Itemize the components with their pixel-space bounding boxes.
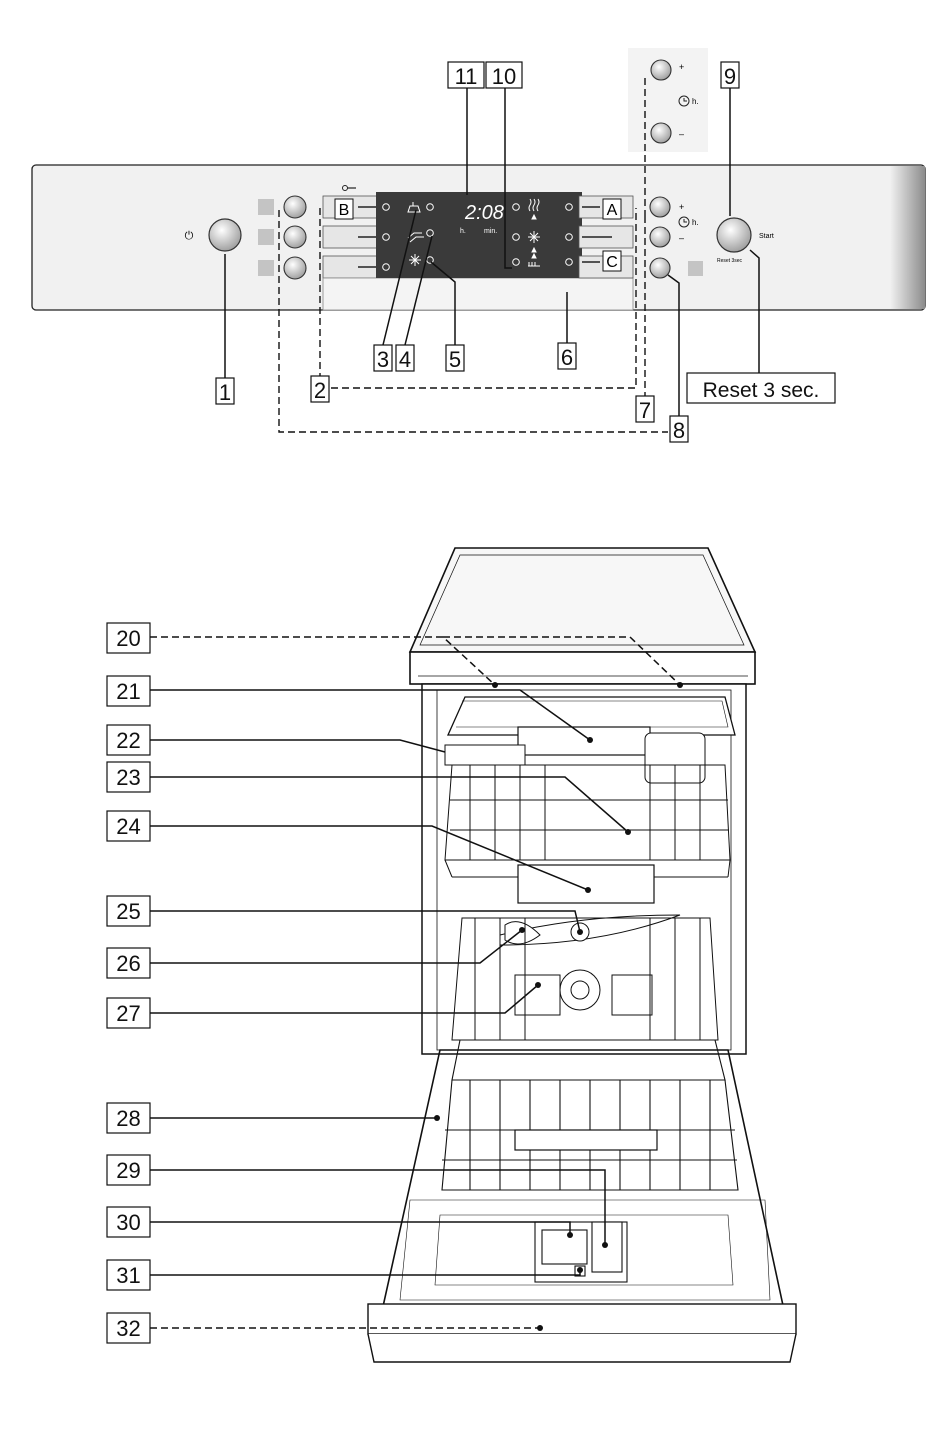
- letter-a: A: [606, 202, 618, 219]
- callout-21: 21: [116, 679, 141, 704]
- callout-27: 27: [116, 1001, 141, 1026]
- callout-4: 4: [398, 347, 412, 372]
- timer-inset: [628, 48, 708, 152]
- callout-5: 5: [448, 347, 462, 372]
- timer-unit: h.: [692, 97, 699, 106]
- callout-24: 24: [116, 814, 141, 839]
- panel-plus: +: [679, 202, 685, 212]
- door: [368, 1050, 796, 1362]
- callout-25: 25: [116, 899, 141, 924]
- callout-2: 2: [313, 378, 327, 403]
- indicator-square: [258, 260, 274, 276]
- upper-basket-handle: [518, 865, 654, 903]
- cutlery-tray-handle: [445, 745, 525, 765]
- letter-c: C: [606, 254, 618, 271]
- callout-30: 30: [116, 1210, 141, 1235]
- start-button[interactable]: [717, 218, 751, 252]
- option-button-a[interactable]: [650, 197, 670, 217]
- display-unit-hours: h.: [460, 228, 466, 235]
- timer-plus: +: [679, 62, 685, 72]
- reset-small-label: Reset 3sec: [717, 258, 743, 264]
- power-icon: ⏻: [184, 230, 194, 242]
- option-button-c[interactable]: [650, 258, 670, 278]
- callout-28: 28: [116, 1106, 141, 1131]
- indicator-square: [258, 199, 274, 215]
- start-label: Start: [759, 233, 774, 240]
- lower-basket-handle: [515, 1130, 657, 1150]
- callout-9: 9: [723, 64, 737, 89]
- callout-11: 11: [454, 64, 478, 89]
- timer-minus: –: [679, 129, 685, 139]
- callout-6: 6: [560, 345, 574, 370]
- indicator-square: [688, 261, 703, 276]
- power-button[interactable]: [209, 219, 241, 251]
- callout-20: 20: [116, 626, 141, 651]
- dishwasher: [368, 548, 796, 1362]
- callout-22: 22: [116, 728, 141, 753]
- option-button-b[interactable]: [650, 227, 670, 247]
- lower-basket: [442, 1040, 738, 1190]
- panel-timer-unit: h.: [692, 218, 699, 227]
- callout-29: 29: [116, 1158, 141, 1183]
- callout-26: 26: [116, 951, 141, 976]
- program-button-3[interactable]: [284, 257, 306, 279]
- program-button-1[interactable]: [284, 196, 306, 218]
- callout-32: 32: [116, 1316, 141, 1341]
- timer-minus-button[interactable]: [651, 123, 671, 143]
- panel-minus: –: [679, 233, 685, 243]
- letter-b: B: [338, 202, 350, 219]
- worktop: [410, 548, 755, 652]
- callout-8: 8: [672, 418, 686, 443]
- indicator-square: [258, 229, 274, 245]
- callout-23: 23: [116, 765, 141, 790]
- callout-reset: Reset 3 sec.: [702, 379, 820, 402]
- callout-1: 1: [218, 380, 232, 405]
- display-unit-minutes: min.: [484, 228, 498, 235]
- control-panel: [32, 165, 925, 310]
- callout-3: 3: [376, 347, 390, 372]
- callout-10: 10: [491, 64, 517, 89]
- display-time: 2:08: [465, 202, 504, 224]
- callout-31: 31: [116, 1263, 141, 1288]
- timer-plus-button[interactable]: [651, 60, 671, 80]
- detergent-dispenser: [535, 1222, 627, 1282]
- callout-7: 7: [638, 398, 652, 423]
- program-button-2[interactable]: [284, 226, 306, 248]
